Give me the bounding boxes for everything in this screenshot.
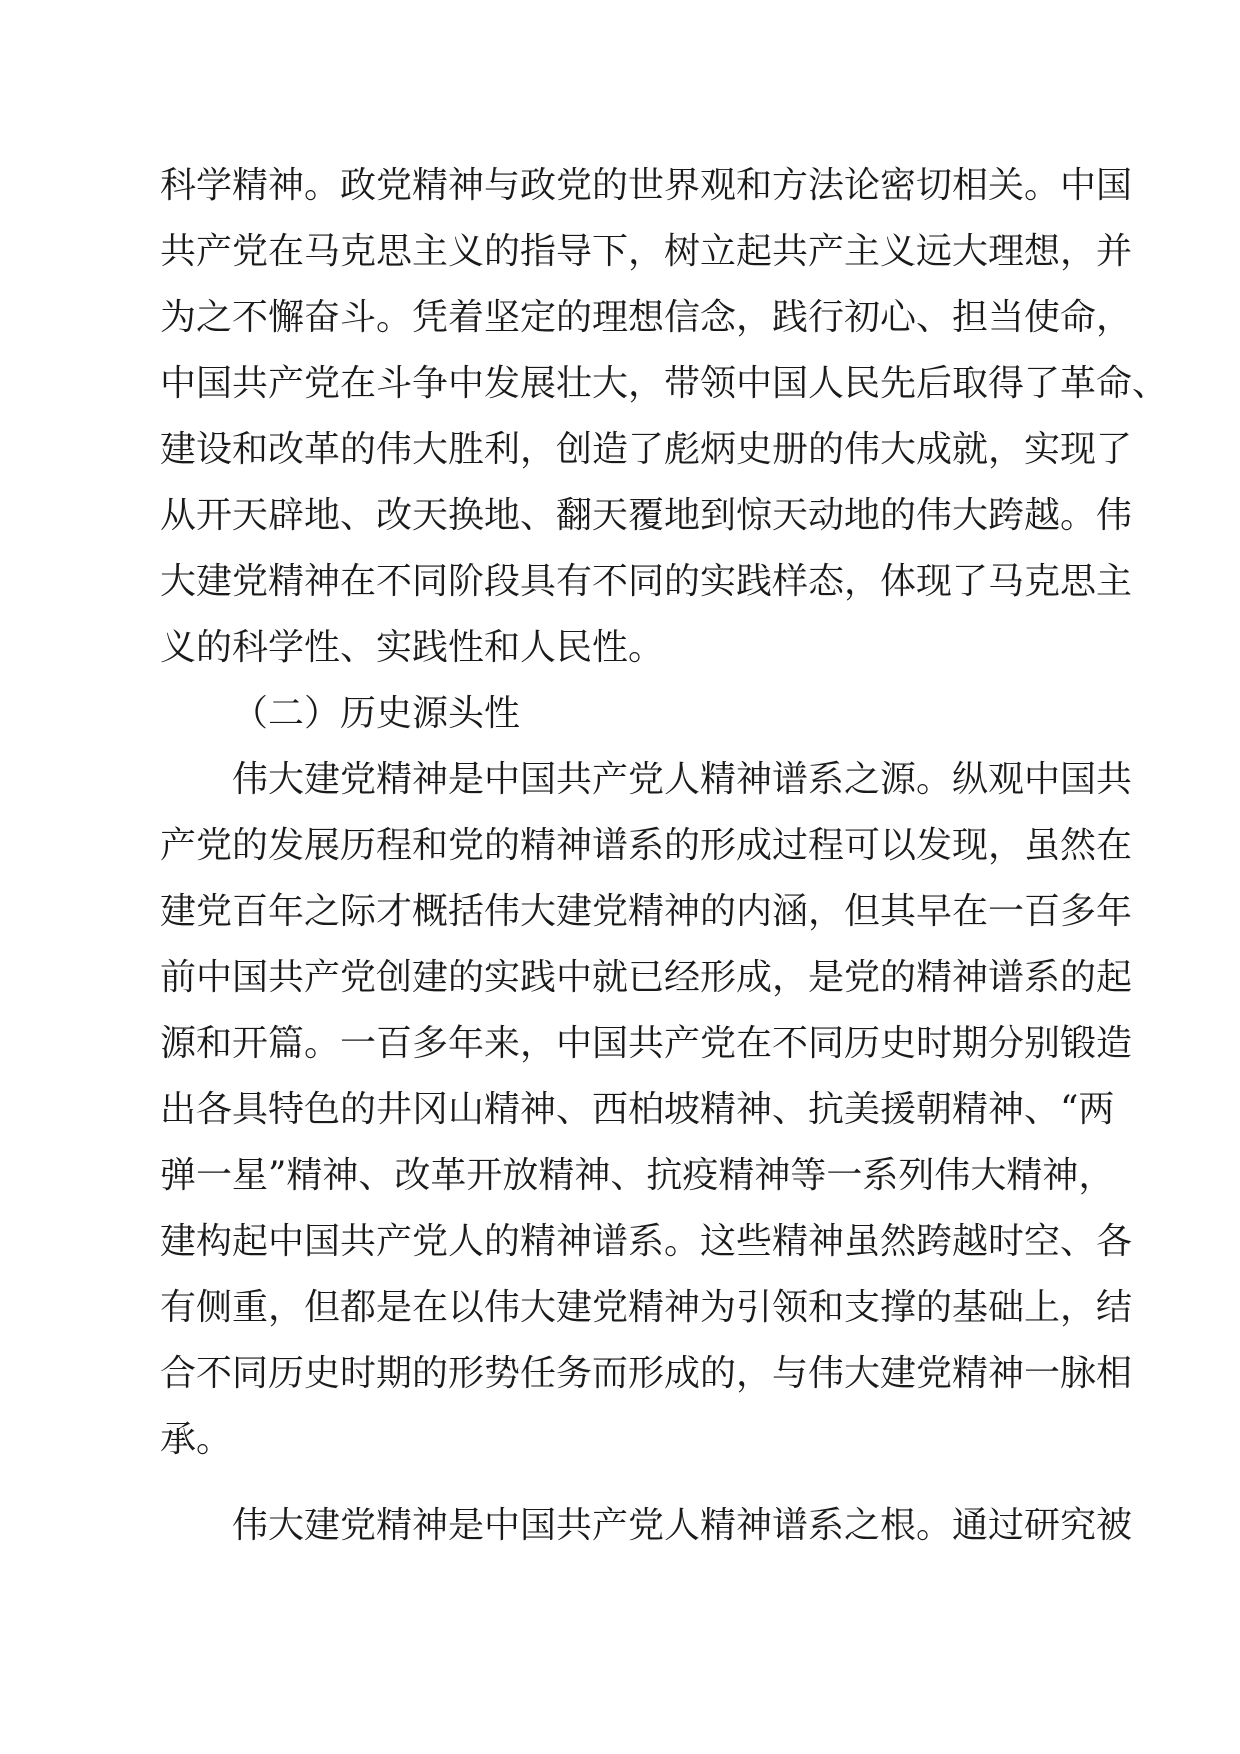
paragraph-2-line-1: 伟大建党精神是中国共产党人精神谱系之源。纵观中国共 xyxy=(232,759,1133,800)
paragraph-2-line-8: 建构起中国共产党人的精神谱系。这些精神虽然跨越时空、各 xyxy=(160,1221,1133,1262)
paragraph-3-line-1: 伟大建党精神是中国共产党人精神谱系之根。通过研究被 xyxy=(232,1505,1133,1546)
paragraph-1-line-1: 科学精神。政党精神与政党的世界观和方法论密切相关。中国 xyxy=(160,165,1133,206)
paragraph-2-line-7: 弹一星”精神、改革开放精神、抗疫精神等一系列伟大精神， xyxy=(160,1155,1115,1196)
paragraph-2-line-6: 出各具特色的井冈山精神、西柏坡精神、抗美援朝精神、“两 xyxy=(160,1089,1115,1130)
paragraph-2-line-4: 前中国共产党创建的实践中就已经形成，是党的精神谱系的起 xyxy=(160,957,1133,998)
paragraph-2-line-11: 承。 xyxy=(160,1419,233,1460)
paragraph-1-line-5: 建设和改革的伟大胜利，创造了彪炳史册的伟大成就，实现了 xyxy=(160,429,1133,470)
paragraph-2-line-2: 产党的发展历程和党的精神谱系的形成过程可以发现，虽然在 xyxy=(160,825,1133,866)
paragraph-1-line-8: 义的科学性、实践性和人民性。 xyxy=(160,627,665,668)
section-heading: （二）历史源头性 xyxy=(232,693,521,734)
paragraph-2-line-10: 合不同历史时期的形势任务而形成的，与伟大建党精神一脉相 xyxy=(160,1353,1133,1394)
paragraph-1-line-3: 为之不懈奋斗。凭着坚定的理想信念，践行初心、担当使命， xyxy=(160,297,1133,338)
paragraph-1-line-6: 从开天辟地、改天换地、翻天覆地到惊天动地的伟大跨越。伟 xyxy=(160,495,1133,536)
paragraph-2-line-5: 源和开篇。一百多年来，中国共产党在不同历史时期分别锻造 xyxy=(160,1023,1133,1064)
paragraph-1-line-4: 中国共产党在斗争中发展壮大，带领中国人民先后取得了革命、 xyxy=(160,363,1169,404)
paragraph-1-line-2: 共产党在马克思主义的指导下，树立起共产主义远大理想，并 xyxy=(160,231,1133,272)
paragraph-2-line-3: 建党百年之际才概括伟大建党精神的内涵，但其早在一百多年 xyxy=(160,891,1133,932)
paragraph-1-line-7: 大建党精神在不同阶段具有不同的实践样态，体现了马克思主 xyxy=(160,561,1133,602)
paragraph-2-line-9: 有侧重，但都是在以伟大建党精神为引领和支撑的基础上，结 xyxy=(160,1287,1133,1328)
